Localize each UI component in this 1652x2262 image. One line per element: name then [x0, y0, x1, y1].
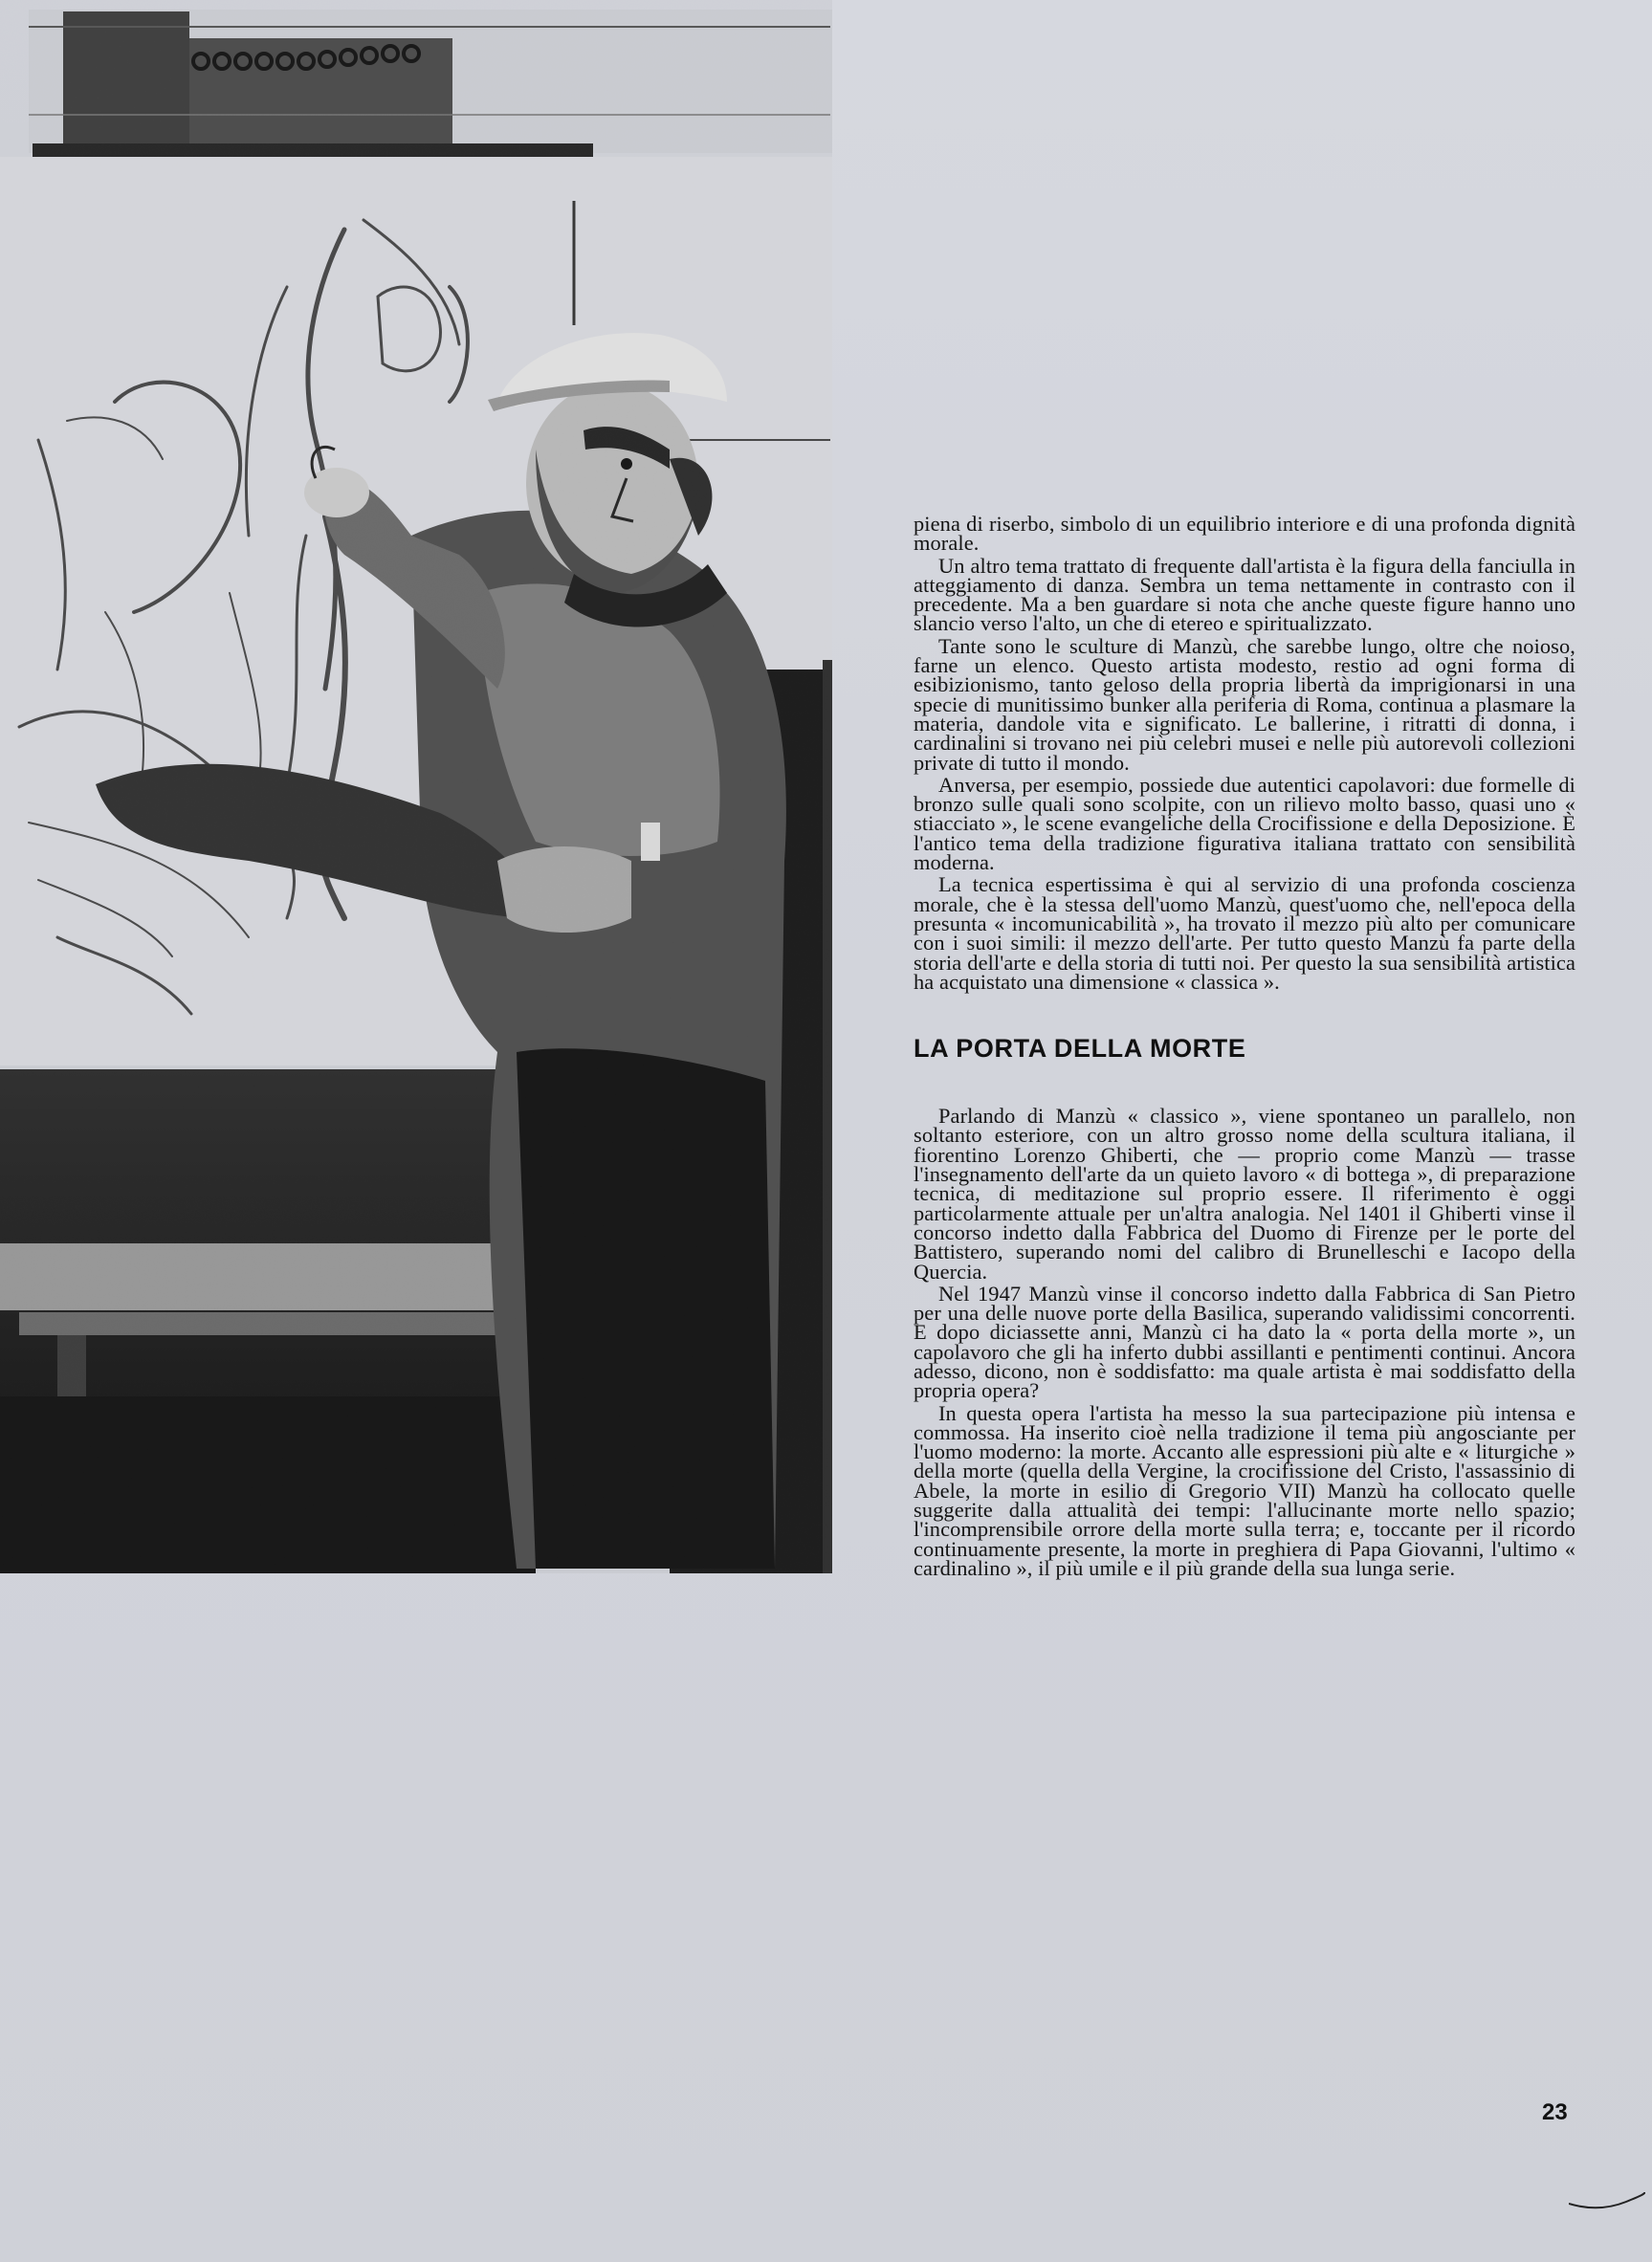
article-paragraph: Parlando di Manzù « classico », viene spontaneo un parallelo, non soltanto esteriore, con un altro grosso nome della scultura italiana, il fiorentino Lorenzo Ghiberti, che — proprio come Manzù — trasse l'insegnamento dell'arte da un quieto lavoro « di bottega », di preparazione tecnica, di meditazione sul proprio essere. Il riferimento è oggi particolarmente attuale per un'altra analogia. Nel 1401 il Ghiberti vinse il concorso indetto dalla Fabbrica del Duomo di Firenze per le porte del Battistero, superando nomi del calibro di Brunelleschi e Iacopo della Quercia. [914, 1104, 1575, 1284]
article-column [914, 512, 1575, 1580]
article-paragraph: Tante sono le sculture di Manzù, che sarebbe lungo, oltre che noioso, farne un elenco. Questo artista modesto, restio ad ogni forma di esibizionismo, tanto geloso della propria libertà da imprigionarsi in una specie di munitissimo bunker alla periferia di Roma, continua a plasmare la materia, dandole vita e significato. Le ballerine, i ritratti di donna, i cardinalini si trovano nei più celebri musei e nelle più autorevoli collezioni private di tutto il mondo. [914, 633, 1575, 775]
page-number: 23 [1542, 2099, 1568, 2125]
article-paragraph: Anversa, per esempio, possiede due autentici capolavori: due formelle di bronzo sulle quali sono scolpite, con un rilievo molto basso, quasi uno « stiacciato », le scene evangeliche della Crocifissione e della Deposizione. È l'antico tema della tradizione figurativa italiana trattato con sensibilità moderna. [914, 772, 1575, 875]
sculptor-drawing-photo [0, 0, 832, 1573]
article-paragraph: piena di riserbo, simbolo di un equilibrio interiore e di una profonda dignità morale. [914, 512, 1575, 556]
article-paragraph: In questa opera l'artista ha messo la sua partecipazione più intensa e commossa. Ha inserito cioè nella tradizione il tema più angosciante per l'uomo moderno: la morte. Accanto alle espressioni più alte e « liturgiche » della morte (quella della Vergine, la crocifissione del Cristo, l'assassinio di Abele, la morte in esilio di Gregorio VII) Manzù ha collocato quelle suggerite dalla attualità dei tempi: l'allucinante morte nello spazio; l'incomprensibile orrore della morte sulla terra; e, toccante per il ricordo continuamente presente, la morte in preghiera di Papa Giovanni, l'ultimo « cardinalino », il più umile e il più grande della sua lunga serie. [914, 1400, 1575, 1580]
article-paragraph: Un altro tema trattato di frequente dall'artista è la figura della fanciulla in atteggiamento di danza. Sembra un tema nettamente in contrasto con il precedente. Ma a ben guardare si nota che anche queste figure hanno uno slancio verso l'alto, un che di etereo e spiritualizzato. [914, 553, 1575, 636]
article-paragraph: Nel 1947 Manzù vinse il concorso indetto dalla Fabbrica di San Pietro per una delle nuove porte della Basilica, superando validissimi concorrenti. E dopo diciassette anni, Manzù ci ha dato la « porta della morte », un capolavoro che gli ha inferto dubbi assillanti e pentimenti continui. Ancora adesso, dicono, non è soddisfatto: ma quale artista è mai soddisfatto della propria opera? [914, 1281, 1575, 1403]
page-number-flourish-icon [1569, 2192, 1645, 2211]
section-heading: LA PORTA DELLA MORTE [914, 1034, 1246, 1064]
article-paragraph: La tecnica espertissima è qui al servizio di una profonda coscienza morale, che è la stessa dell'uomo Manzù, quest'uomo che, nell'epoca della presunta « incomunicabilità », ha trovato il mezzo più alto per comunicare con i suoi simili: il mezzo dell'arte. Per tutto questo Manzù fa parte della storia dell'arte e della storia di tutti noi. Per questo la sua sensibilità artistica ha acquistato una dimensione « classica ». [914, 872, 1575, 994]
